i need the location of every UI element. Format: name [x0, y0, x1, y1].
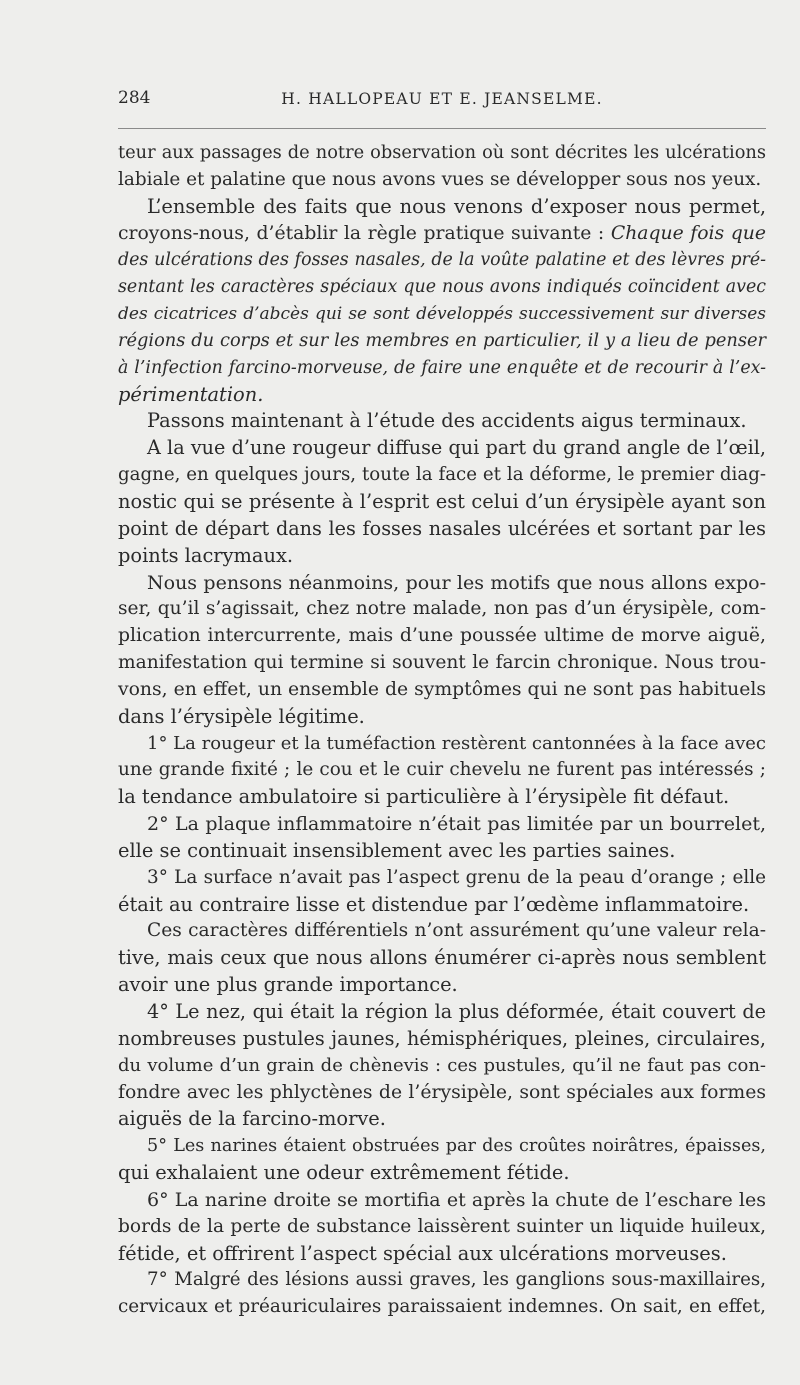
text-line [118, 328, 766, 355]
text-line [118, 408, 766, 435]
line-text: point de départ dans les fosses nasales ulcérées et sortant par les [118, 516, 766, 540]
text-line [118, 999, 766, 1026]
text-line [118, 1294, 766, 1321]
line-text: manifestation qui termine si souvent le farcin chronique. Nous trou- [118, 652, 766, 674]
body-text [118, 140, 766, 1321]
text-line [118, 167, 766, 194]
text-line [118, 543, 766, 570]
text-line [118, 1160, 766, 1187]
line-text: fétide, et offrirent l’aspect spécial aux ulcérations morveuses. [118, 1241, 727, 1265]
text-line [118, 516, 766, 543]
text-line [118, 462, 766, 489]
line-text: aiguës de la farcino-morve. [118, 1107, 386, 1131]
text-line [118, 972, 766, 999]
text-line [118, 1133, 766, 1160]
line-text: tive, mais ceux que nous allons énumérer ci-après nous semblent [118, 946, 766, 970]
text-line [118, 838, 766, 865]
page-header [118, 88, 766, 112]
line-text: fondre avec les phlyctènes de l’érysipèle, sont spéciales aux formes [118, 1081, 766, 1103]
text-line [118, 1080, 766, 1107]
text-line [118, 301, 766, 328]
line-text: périmentation. [118, 382, 264, 406]
line-text: bords de la perte de substance laissèrent suinter un liquide huileux, [118, 1215, 766, 1237]
line-text: 7° Malgré des lésions aussi graves, les ganglions sous-maxillaires, [147, 1269, 766, 1291]
line-text: qui exhalaient une odeur extrêmement fétide. [118, 1161, 570, 1185]
text-line [118, 194, 766, 221]
line-text: nostic qui se présente à l’esprit est celui d’un érysipèle ayant son [118, 489, 766, 513]
line-text: ser, qu’il s’agissait, chez notre malade, non pas d’un érysipèle, com- [118, 598, 766, 620]
text-line [118, 811, 766, 838]
text-line [118, 892, 766, 919]
line-text: était au contraire lisse et distendue par l’œdème inflammatoire. [118, 892, 750, 916]
line-text: nombreuses pustules jaunes, hémisphériques, pleines, circulaires, [118, 1026, 766, 1050]
text-line [118, 1026, 766, 1053]
line-text: cervicaux et préauriculaires paraissaient indemnes. On sait, en effet, [118, 1296, 766, 1318]
line-text: 5° Les narines étaient obstruées par des croûtes noirâtres, épaisses, [147, 1136, 766, 1157]
line-text: Ces caractères différentiels n’ont assurément qu’une valeur rela- [147, 920, 766, 942]
text-line [118, 221, 766, 248]
line-text: la tendance ambulatoire si particulière à l’érysipèle fit défaut. [118, 785, 730, 809]
line-text: 3° La surface n’avait pas l’aspect grenu de la peau d’orange ; elle [147, 866, 766, 888]
line-text: croyons-nous, d’établir la règle pratique suivante : [118, 222, 611, 244]
line-text: Passons maintenant à l’étude des accidents aigus terminaux. [147, 409, 747, 433]
line-text: elle se continuait insensiblement avec les parties saines. [118, 838, 676, 862]
text-line [118, 570, 766, 597]
line-text: 2° La plaque inflammatoire n’était pas limitée par un bourrelet, [147, 813, 766, 836]
text-line [118, 435, 766, 462]
text-line [118, 865, 766, 892]
text-line [118, 650, 766, 677]
line-text: Nous pensons néanmoins, pour les motifs que nous allons expo- [147, 571, 766, 594]
text-line [118, 1214, 766, 1241]
line-text: dans l’érysipèle légitime. [118, 704, 365, 728]
text-line [118, 704, 766, 731]
line-text: vons, en effet, un ensemble de symptômes qui ne sont pas habituels [118, 678, 766, 700]
line-italic-text: Chaque fois que [610, 222, 766, 244]
text-line [118, 140, 766, 167]
line-text: L’ensemble des faits que nous venons d’exposer nous permet, [147, 194, 766, 218]
line-text: une grande fixité ; le cou et le cuir chevelu ne furent pas intéressés ; [118, 759, 766, 781]
text-line [118, 1241, 766, 1268]
line-text: du volume d’un grain de chènevis : ces pustules, qu’il ne faut pas con- [118, 1054, 766, 1076]
text-line [118, 731, 766, 758]
line-text: à l’infection farcino-morveuse, de faire une enquête et de recourir à l’ex- [118, 357, 766, 378]
text-line [118, 757, 766, 784]
text-line [118, 784, 766, 811]
text-line [118, 1267, 766, 1294]
text-line [118, 274, 766, 301]
line-text: 4° Le nez, qui était la région la plus déformée, était couvert de [147, 1000, 766, 1023]
line-text: points lacrymaux. [118, 543, 294, 567]
running-title: H. HALLOPEAU ET E. JEANSELME. [281, 90, 603, 108]
text-line [118, 918, 766, 945]
line-text: teur aux passages de notre observation où sont décrites les ulcérations [118, 142, 766, 163]
line-text: plication intercurrente, mais d’une poussée ultime de morve aiguë, [118, 625, 766, 647]
text-line [118, 355, 766, 382]
line-text: 1° La rougeur et la tuméfaction restèrent cantonnées à la face avec [147, 732, 766, 754]
line-text: des ulcérations des fosses nasales, de la voûte palatine et des lèvres pré- [118, 250, 766, 271]
line-text: gagne, en quelques jours, toute la face et la déforme, le premier diag- [118, 464, 766, 486]
line-text: régions du corps et sur les membres en particulier, il y a lieu de penser [118, 329, 766, 351]
text-line [118, 489, 766, 516]
text-line [118, 1187, 766, 1214]
text-line [118, 1053, 766, 1080]
line-text: avoir une plus grande importance. [118, 973, 458, 997]
line-text: sentant les caractères spéciaux que nous avons indiqués coïncident avec [118, 277, 766, 298]
line-text: A la vue d’une rougeur diffuse qui part du grand angle de l’œil, [147, 436, 766, 460]
text-line [118, 623, 766, 650]
text-line [118, 1106, 766, 1133]
text-line [118, 247, 766, 274]
text-line [118, 677, 766, 704]
text-line [118, 382, 766, 409]
line-text: des cicatrices d’abcès qui se sont développés successivement sur diverses [118, 304, 766, 325]
header-rule [118, 128, 766, 129]
line-text: 6° La narine droite se mortifia et après la chute de l’eschare les [147, 1188, 766, 1211]
page-number: 284 [118, 88, 151, 108]
text-line [118, 945, 766, 972]
line-text: labiale et palatine que nous avons vues se développer sous nos yeux. [118, 168, 762, 190]
text-line [118, 596, 766, 623]
